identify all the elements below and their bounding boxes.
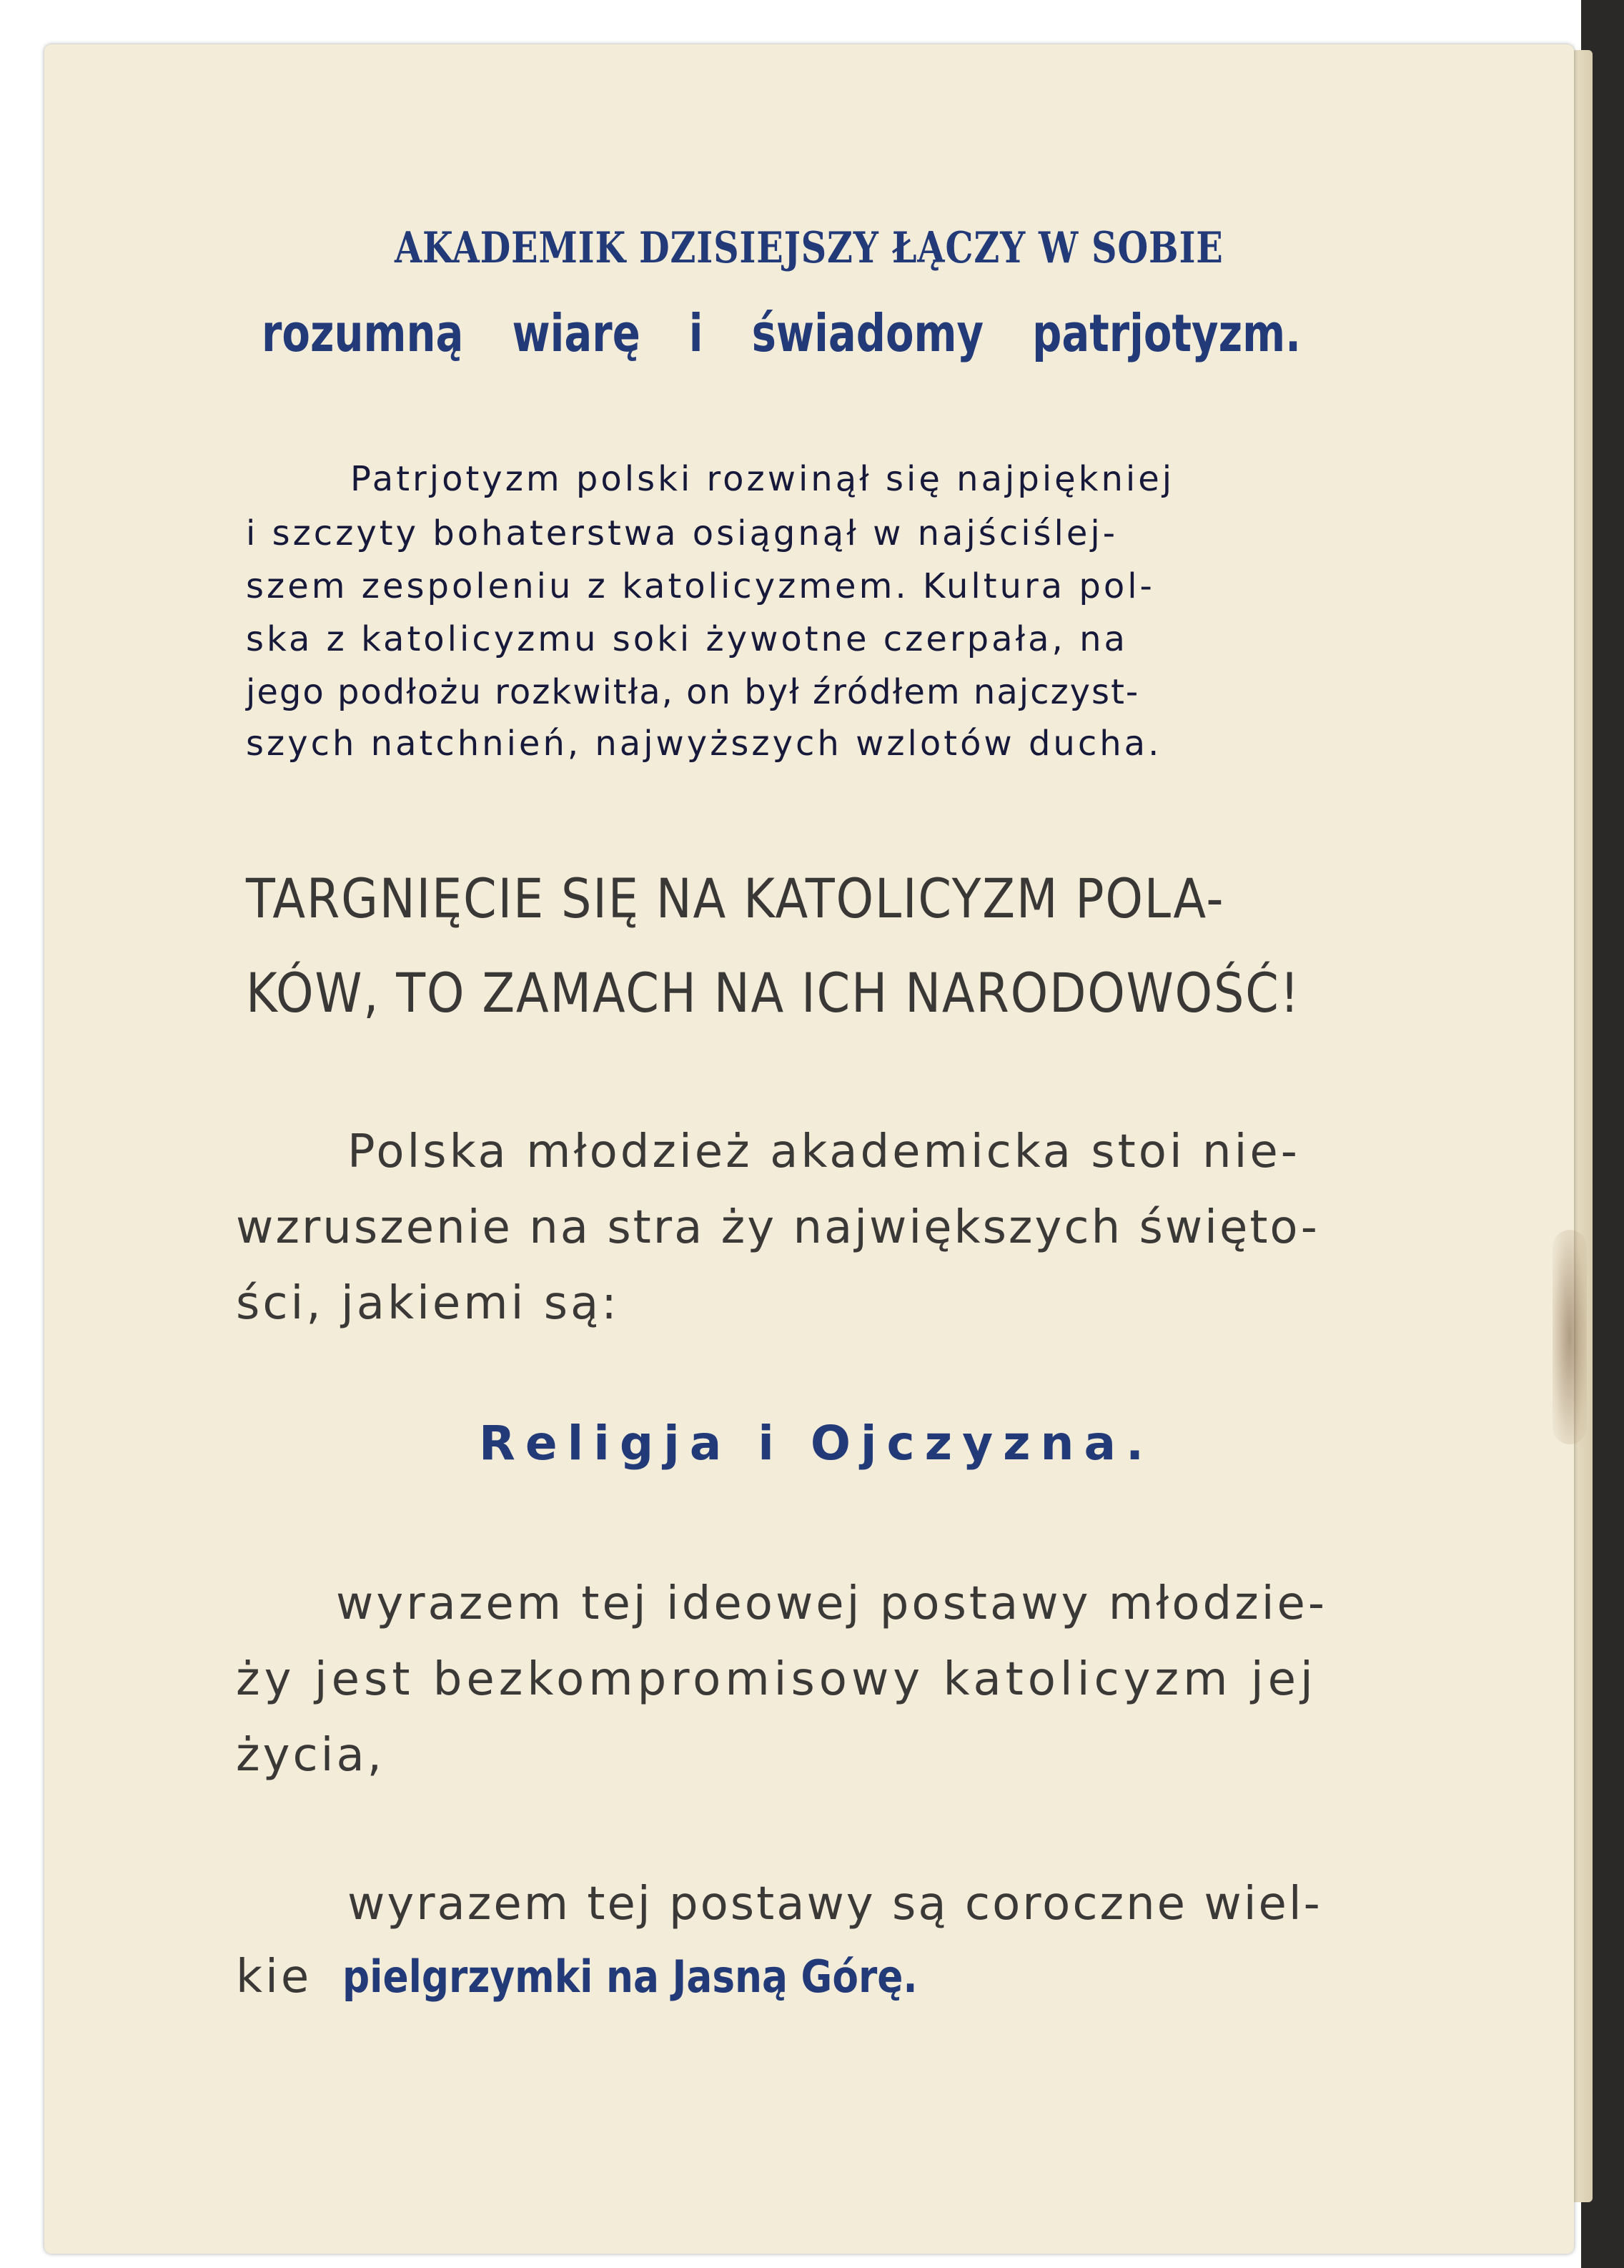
paragraph-line-mixed [236, 1951, 1011, 2003]
heading-line-1: AKADEMIK DZISIEJSZY ŁĄCZY W SOBIE [395, 223, 1224, 273]
paragraph-line: wyrazem tej postawy są coroczne wiel- [347, 1878, 1322, 1931]
paragraph-line: życia, [236, 1729, 385, 1782]
paragraph-line: ska z katolicyzmu soki żywotne czerpała, na [246, 619, 1128, 659]
paragraph-line: i szczyty bohaterstwa osiągnął w najściślej- [246, 513, 1119, 553]
paragraph-line: jego podłożu rozkwitła, on był źródłem najczyst- [246, 672, 1140, 712]
paragraph-line: ści, jakiemi są: [236, 1277, 620, 1330]
paragraph-line: wzruszenie na stra ży największych święto- [236, 1201, 1320, 1254]
paragraph-line: szych natchnień, najwyższych wzlotów ducha. [246, 724, 1162, 764]
adjacent-page-edge [1574, 50, 1593, 2202]
heading-line-2: rozumną wiarę i świadomy patrjotyzm. [262, 303, 1301, 363]
paragraph-line: ży jest bezkompromisowy katolicyzm jej [236, 1653, 1317, 1706]
motto: Religja i Ojczyzna. [479, 1416, 1154, 1471]
binding-stain [1553, 1230, 1587, 1444]
paragraph-line: Polska młodzież akademicka stoi nie- [347, 1125, 1300, 1178]
text-prefix: kie [236, 1951, 312, 2003]
paragraph-line: wyrazem tej ideowej postawy młodzie- [336, 1577, 1327, 1630]
slogan-line: KÓW, TO ZAMACH NA ICH NARODOWOŚĆ! [246, 961, 1301, 1025]
paragraph-line: szem zespoleniu z katolicyzmem. Kultura pol- [246, 566, 1155, 606]
document-page [44, 44, 1574, 2254]
pilgrimage-emphasis: pielgrzymki na Jasną Górę. [342, 1951, 918, 2003]
paragraph-line: Patrjotyzm polski rozwinął się najpiękniej [350, 459, 1175, 499]
slogan-line: TARGNIĘCIE SIĘ NA KATOLICYZM POLA- [246, 867, 1225, 930]
